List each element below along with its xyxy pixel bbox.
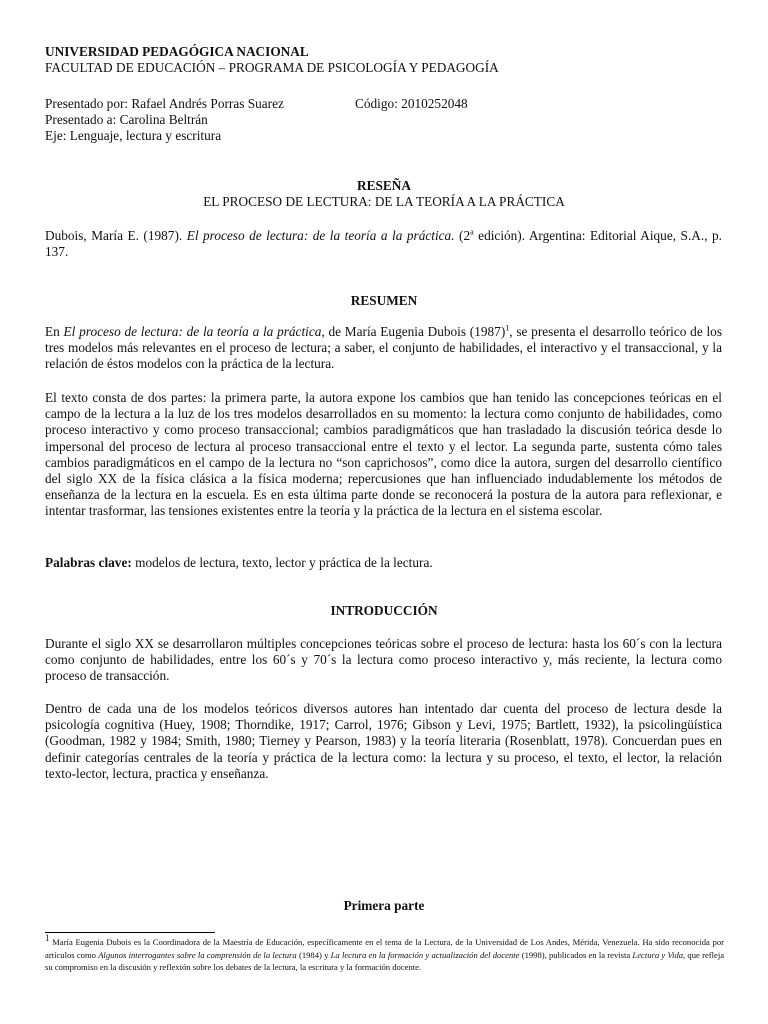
resumen-p1-book: El proceso de lectura: de la teoría a la práctica, [63,324,325,339]
footnote-number: 1 [45,933,50,944]
presented-to: Presentado a: Carolina Beltrán [45,112,208,127]
footnote-ref: 1 [505,323,510,333]
thematic-axis: Eje: Lenguaje, lectura y escritura [45,128,222,143]
review-title: EL PROCESO DE LECTURA: DE LA TEORÍA A LA PRÁCTICA [203,194,565,209]
keywords-text: modelos de lectura, texto, lector y práctica de la lectura. [135,555,433,570]
resumen-p1-rest: , se presenta el desarrollo teórico de los tres modelos más relevantes en el proceso de lectura; a saber, el conjunto de habilidades, el interactivo y el transaccional, y la relación de éstos modelos con la práctica de la lectura. [45,324,723,372]
footnote-text-d: , que refleja su compromiso en la discusión y reflexión sobre los debates de la lectura, la escritura y la formación docente. [45,949,725,973]
presented-by: Presentado por: Rafael Andrés Porras Suarez [45,96,284,111]
footnote [45,933,725,974]
resumen-p1-en: En [45,324,60,339]
introduccion-paragraph-2: Dentro de cada una de los modelos teóricos diversos autores han intentado dar cuenta del proceso de lectura desde la psicología cognitiva (Huey, 1908; Thorndike, 1917; Carrol, 1976; Gibson y Levi, 1975; Bartlett, 1932), la psicolingüística (Goodman, 1982 y 1984; Smith, 1980; Tierney y Pearson, 1983) y la teoría literaria (Rosenblatt, 1978). Concuerdan pues en definir categorías centrales de la teoría y práctica de la lectura como: la lectura y su proceso, el texto, el lector, la relación texto-lector, lectura, practica y enseñanza. [45,701,722,781]
footnote-title-a: Algunos interrogantes sobre la comprensión de la lectura [98,949,297,960]
keywords [45,555,722,571]
resumen-paragraph-1 [45,324,722,373]
review-label: RESEÑA [357,178,411,193]
footnote-text-b: (1984) y [298,949,329,960]
university-name: UNIVERSIDAD PEDAGÓGICA NACIONAL [45,44,309,59]
footnote-title-c: Lectura y Vida [632,949,684,960]
introduccion-heading: INTRODUCCIÓN [330,603,438,618]
student-code: Código: 2010252048 [355,96,468,111]
reference-author: Dubois, María E. (1987). [45,228,183,243]
keywords-label: Palabras clave: [45,555,132,570]
reference-book-title: El proceso de lectura: de la teoría a la práctica. [186,228,455,243]
introduccion-paragraph-1: Durante el siglo XX se desarrollaron múltiples concepciones teóricas sobre el proceso de lectura: hasta los 60´s con la lectura como conjunto de habilidades, entre los 60´s y 70´s la lectura como proceso interactivo y, más reciente, la lectura como proceso de transacción. [45,636,722,684]
faculty-name: FACULTAD DE EDUCACIÓN – PROGRAMA DE PSICOLOGÍA Y PEDAGOGÍA [45,60,499,75]
reference-edition-sup: a [470,227,474,237]
resumen-paragraph-2: El texto consta de dos partes: la primera parte, la autora expone los cambios que han tenido las concepciones teóricas en el campo de la lectura a la luz de los tres modelos desarrollados en su momento: la lectura como conjunto de habilidades, como proceso interactivo y como proceso transaccional; cambios paradigmáticos que han trasladado la discusión teórica desde lo impersonal del proceso de lectura al proceso transaccional entre el texto y el lector. La segunda parte, sustenta cómo tales cambios paradigmáticos en el campo de la lectura no “son caprichosos”, como dice la autora, surgen del desarrollo científico del siglo XX de la física clásica a la física moderna; repercusiones que han influenciado indudablemente los métodos de enseñanza de la lectura en la escuela. Es en esta última parte donde se reconocerá la postura de la autora para reflexionar, e intentar trasformar, las tensiones existentes entre la teoría y la práctica de la lectura en el sistema escolar. [45,390,722,519]
footnote-separator [45,932,215,933]
footnote-text-c: (1998), publicados en la revista [521,949,631,960]
reference-edition-rest: edición). Argentina: Editorial Aique, S.A., p. 137. [45,228,722,260]
footnote-text-a: María Eugenia Dubois es la Coordinadora de la Maestría de Educación, específicamente en el tema de la Lectura, de la Universidad de Los Andes, Mérida, Venezuela. Ha sido reconocida por artículos como [45,937,724,960]
primera-parte-heading: Primera parte [343,898,425,913]
resumen-heading: RESUMEN [350,293,418,308]
resumen-p1-mid: de María Eugenia Dubois (1987) [328,324,506,339]
bibliographic-reference [45,228,722,260]
reference-edition-open: (2 [459,228,471,243]
footnote-title-b: La lectura en la formación y actualización del docente [330,949,520,960]
